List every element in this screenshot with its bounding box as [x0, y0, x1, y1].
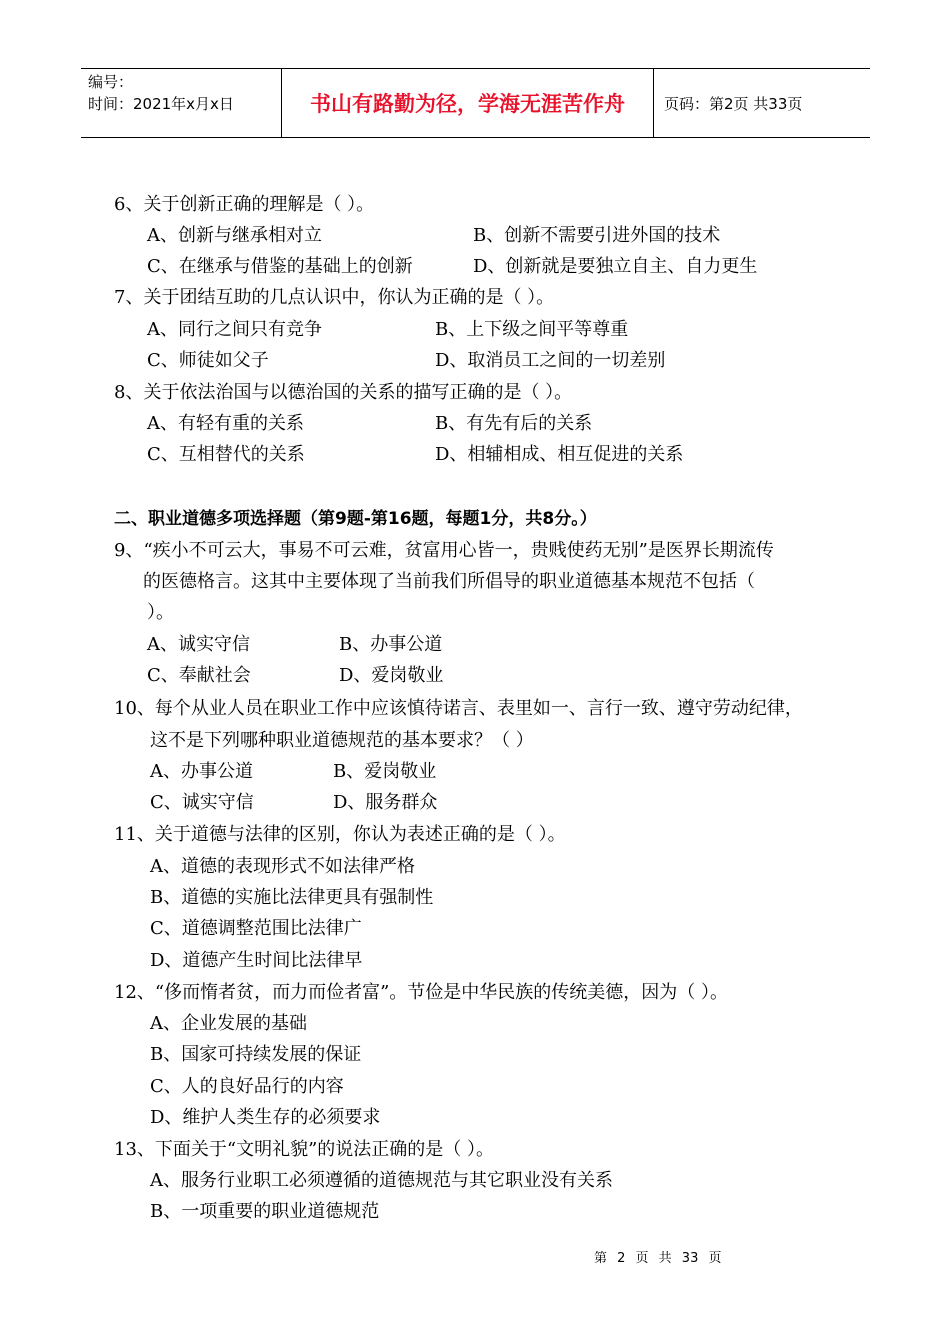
- q13-option-b: B、一项重要的职业道德规范: [150, 1201, 380, 1222]
- q12-option-c: C、人的良好品行的内容: [150, 1076, 344, 1097]
- q9-option-a: A、诚实守信: [147, 634, 250, 655]
- q13-option-a: A、服务行业职工必须遵循的道德规范与其它职业没有关系: [150, 1170, 613, 1191]
- q11-option-d: D、道德产生时间比法律早: [150, 950, 363, 971]
- q8-option-c: C、互相替代的关系: [147, 444, 305, 465]
- q9-option-d: D、爱岗敬业: [339, 665, 444, 686]
- q6-option-a: A、创新与继承相对立: [147, 225, 322, 246]
- q12-stem: 12、“侈而惰者贫，而力而俭者富”。节俭是中华民族的传统美德，因为（ ）。: [114, 982, 729, 1003]
- q11-option-b: B、道德的实施比法律更具有强制性: [150, 887, 434, 908]
- header-motto: 书山有路勤为径，学海无涯苦作舟: [282, 69, 654, 137]
- q11-option-a: A、道德的表现形式不如法律严格: [150, 856, 415, 877]
- q13-stem: 13、下面关于“文明礼貌”的说法正确的是（ ）。: [114, 1139, 495, 1160]
- q8-option-d: D、相辅相成、相互促进的关系: [435, 444, 684, 465]
- q8-stem: 8、关于依法治国与以德治国的关系的描写正确的是（ ）。: [114, 382, 573, 403]
- page-header: [81, 68, 870, 138]
- q6-option-d: D、创新就是要独立自主、自力更生: [473, 256, 758, 277]
- q6-stem: 6、关于创新正确的理解是（ ）。: [114, 194, 375, 215]
- q10-option-b: B、爱岗敬业: [333, 761, 437, 782]
- time-label: 时间：2021年x月x日: [88, 95, 234, 113]
- q7-option-c: C、师徒如父子: [147, 350, 269, 371]
- q10-stem-line1: 10、每个从业人员在职业工作中应该慎待诺言、表里如一、言行一致、遵守劳动纪律，: [114, 698, 803, 719]
- q6-option-c: C、在继承与借鉴的基础上的创新: [147, 256, 413, 277]
- header-meta: [81, 69, 282, 137]
- page-footer: 第 2 页 共 33 页: [594, 1251, 722, 1266]
- q8-option-b: B、有先有后的关系: [435, 413, 593, 434]
- header-page-code: 页码：第2页 共33页: [664, 94, 803, 113]
- q6-option-b: B、创新不需要引进外国的技术: [473, 225, 721, 246]
- q11-option-c: C、道德调整范围比法律广: [150, 918, 362, 939]
- q9-option-b: B、办事公道: [339, 634, 443, 655]
- q10-option-c: C、诚实守信: [150, 792, 254, 813]
- q9-stem-line1: 9、“疾小不可云大，事易不可云难，贫富用心皆一，贵贱使药无别”是医界长期流传: [114, 540, 774, 561]
- q9-stem-line3: ）。: [147, 602, 174, 623]
- q7-option-a: A、同行之间只有竞争: [147, 319, 322, 340]
- q10-option-a: A、办事公道: [150, 761, 253, 782]
- q8-option-a: A、有轻有重的关系: [147, 413, 304, 434]
- q9-stem-line2: 的医德格言。这其中主要体现了当前我们所倡导的职业道德基本规范不包括（: [143, 571, 755, 592]
- q12-option-d: D、维护人类生存的必须要求: [150, 1107, 381, 1128]
- section-heading: 二、职业道德多项选择题（第9题-第16题，每题1分，共8分。）: [114, 509, 597, 529]
- number-label: 编号：: [88, 73, 134, 91]
- q7-option-b: B、上下级之间平等尊重: [435, 319, 629, 340]
- q10-stem-line2: 这不是下列哪种职业道德规范的基本要求？（ ）: [150, 730, 534, 751]
- q10-option-d: D、服务群众: [333, 792, 438, 813]
- q12-option-a: A、企业发展的基础: [150, 1013, 307, 1034]
- q7-option-d: D、取消员工之间的一切差别: [435, 350, 666, 371]
- q11-stem: 11、关于道德与法律的区别，你认为表述正确的是（ ）。: [114, 824, 566, 845]
- q9-option-c: C、奉献社会: [147, 665, 251, 686]
- q7-stem: 7、关于团结互助的几点认识中，你认为正确的是（ ）。: [114, 287, 555, 308]
- q12-option-b: B、国家可持续发展的保证: [150, 1044, 362, 1065]
